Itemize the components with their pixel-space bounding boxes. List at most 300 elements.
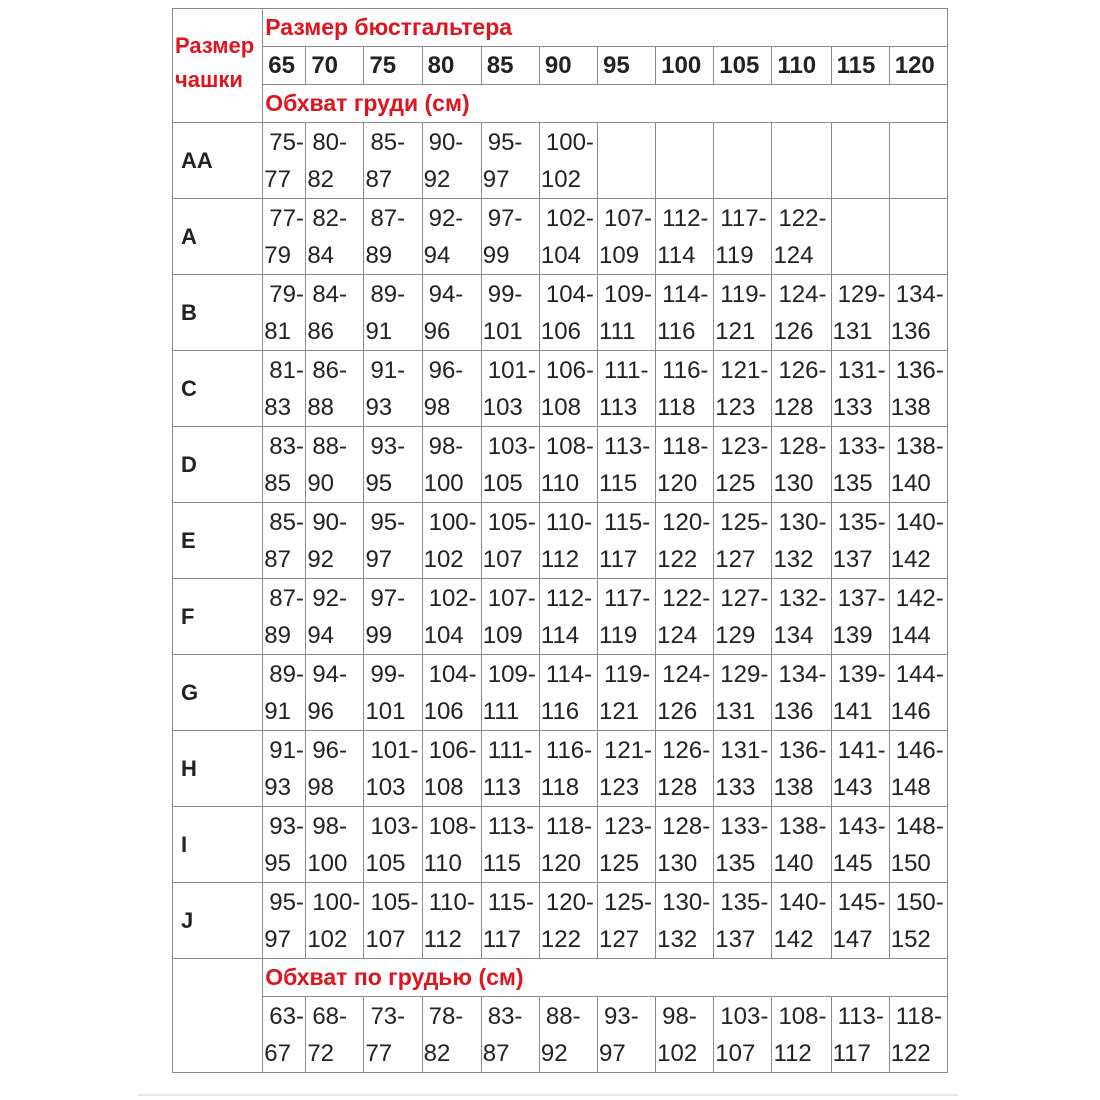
measurement-cell — [889, 655, 947, 731]
band-size-cell — [364, 47, 422, 85]
range-end: 124 — [773, 241, 814, 269]
range-start: 112- — [545, 584, 593, 612]
range-end: 115 — [599, 469, 638, 497]
measurement-cell — [656, 997, 714, 1073]
range-start: 118- — [662, 432, 709, 460]
range-end: 91 — [264, 697, 291, 725]
range-end: 131 — [715, 697, 756, 725]
range-start: 143- — [837, 812, 886, 840]
range-start: 116- — [662, 356, 709, 384]
range-start: 97- — [487, 204, 523, 232]
measurement-cell — [889, 883, 947, 959]
range-start: 100- — [312, 888, 361, 916]
range-end: 113 — [482, 773, 521, 801]
measurement-cell — [481, 199, 539, 275]
measurement-cell — [539, 655, 597, 731]
cup-size-cell — [173, 807, 263, 883]
measurement-cell — [889, 579, 947, 655]
range-end: 126 — [657, 697, 698, 725]
range-end: 128 — [773, 393, 814, 421]
range-end: 92 — [540, 1039, 568, 1067]
band-size-label: 100 — [661, 51, 702, 79]
underbust-header — [263, 959, 948, 997]
range-end: 135 — [832, 469, 873, 497]
range-end: 72 — [307, 1039, 335, 1067]
cup-size-cell — [173, 123, 263, 199]
range-start: 113- — [837, 1002, 884, 1030]
measurement-cell — [364, 351, 422, 427]
range-end: 136 — [773, 697, 814, 725]
range-start: 86- — [312, 356, 347, 384]
range-end: 135 — [715, 849, 756, 877]
measurement-cell — [306, 503, 364, 579]
measurement-cell — [539, 579, 597, 655]
range-start: 96- — [312, 736, 347, 764]
range-start: 125- — [720, 508, 769, 536]
measurement-cell — [422, 503, 481, 579]
measurement-cell — [422, 275, 481, 351]
measurement-cell — [263, 275, 306, 351]
measurement-cell — [306, 731, 364, 807]
range-end: 127 — [715, 545, 756, 573]
range-end: 142 — [890, 545, 931, 573]
cup-row — [173, 807, 948, 883]
range-start: 128- — [778, 432, 827, 460]
range-start: 79- — [269, 280, 304, 308]
range-start: 142- — [895, 584, 944, 612]
range-end: 77 — [264, 165, 291, 193]
range-end: 122 — [657, 545, 698, 573]
measurement-cell — [263, 427, 306, 503]
range-end: 91 — [365, 317, 393, 345]
range-end: 133 — [715, 773, 756, 801]
measurement-cell — [831, 579, 889, 655]
measurement-cell — [306, 123, 364, 199]
cup-size-cell — [173, 503, 263, 579]
range-start: 94- — [312, 660, 347, 688]
range-start: 118- — [545, 812, 593, 840]
measurement-cell — [656, 351, 714, 427]
range-end: 110 — [423, 849, 462, 877]
range-start: 83- — [269, 432, 304, 460]
band-size-label: 105 — [719, 51, 760, 79]
range-start: 134- — [895, 280, 944, 308]
range-end: 82 — [423, 1039, 451, 1067]
range-end: 115 — [482, 849, 521, 877]
range-start: 114- — [662, 280, 709, 308]
measurement-cell — [831, 503, 889, 579]
range-start: 88- — [312, 432, 347, 460]
measurement-cell — [714, 579, 772, 655]
measurement-cell — [656, 883, 714, 959]
range-end: 147 — [832, 925, 873, 953]
range-start: 75- — [269, 128, 304, 156]
range-start: 99- — [370, 660, 406, 688]
range-end: 114 — [540, 621, 580, 649]
range-start: 103- — [370, 812, 419, 840]
range-start: 81- — [269, 356, 304, 384]
range-start: 103- — [487, 432, 536, 460]
range-end: 102 — [307, 925, 348, 953]
range-start: 108- — [428, 812, 477, 840]
range-start: 123- — [720, 432, 769, 460]
range-start: 124- — [662, 660, 711, 688]
range-start: 102- — [428, 584, 477, 612]
range-start: 96- — [428, 356, 464, 384]
range-start: 97- — [370, 584, 406, 612]
range-end: 99 — [365, 621, 393, 649]
cup-size-cell — [173, 351, 263, 427]
range-start: 104- — [545, 280, 594, 308]
range-start: 133- — [720, 812, 769, 840]
band-size-cell — [656, 47, 714, 85]
range-end: 128 — [657, 773, 698, 801]
measurement-cell — [598, 655, 656, 731]
measurement-cell — [714, 427, 772, 503]
range-start: 93- — [604, 1002, 639, 1030]
cup-size-cell — [173, 199, 263, 275]
empty-cell — [173, 959, 263, 1073]
range-end: 146 — [890, 697, 931, 725]
measurement-cell — [714, 351, 772, 427]
measurement-cell — [598, 351, 656, 427]
underbust-header-row — [173, 959, 948, 997]
band-size-label: 90 — [544, 51, 572, 79]
range-end: 87 — [264, 545, 291, 573]
range-end: 107 — [715, 1039, 756, 1067]
range-start: 89- — [269, 660, 304, 688]
range-end: 111 — [482, 697, 520, 725]
range-end: 131 — [832, 317, 873, 345]
range-end: 124 — [657, 621, 698, 649]
range-start: 117- — [604, 584, 651, 612]
range-end: 126 — [773, 317, 814, 345]
measurement-cell — [539, 199, 597, 275]
range-start: 132- — [778, 584, 827, 612]
range-start: 87- — [269, 584, 304, 612]
range-end: 117 — [599, 545, 638, 573]
empty-cell — [889, 123, 947, 199]
range-end: 95 — [365, 469, 393, 497]
range-start: 107- — [487, 584, 536, 612]
range-start: 87- — [370, 204, 406, 232]
measurement-cell — [889, 997, 947, 1073]
measurement-cell — [656, 579, 714, 655]
range-end: 116 — [540, 697, 580, 725]
cup-row — [173, 883, 948, 959]
range-end: 152 — [890, 925, 931, 953]
range-end: 117 — [832, 1039, 871, 1067]
measurement-cell — [656, 199, 714, 275]
range-start: 140- — [778, 888, 827, 916]
measurement-cell — [364, 731, 422, 807]
measurement-cell — [481, 997, 539, 1073]
range-end: 94 — [423, 241, 451, 269]
range-end: 112 — [423, 925, 462, 953]
band-size-cell — [772, 47, 831, 85]
range-end: 127 — [599, 925, 640, 953]
bra-size-table — [172, 8, 948, 1073]
range-start: 137- — [837, 584, 886, 612]
measurement-cell — [539, 275, 597, 351]
measurement-cell — [772, 655, 831, 731]
measurement-cell — [831, 807, 889, 883]
measurement-cell — [364, 807, 422, 883]
range-start: 129- — [720, 660, 769, 688]
range-end: 89 — [365, 241, 393, 269]
range-end: 105 — [365, 849, 406, 877]
range-start: 83- — [487, 1002, 523, 1030]
range-end: 92 — [307, 545, 335, 573]
range-start: 106- — [428, 736, 477, 764]
band-size-cell — [598, 47, 656, 85]
range-end: 98 — [307, 773, 335, 801]
range-start: 121- — [720, 356, 769, 384]
measurement-cell — [714, 883, 772, 959]
range-start: 99- — [487, 280, 523, 308]
cup-row — [173, 579, 948, 655]
band-size-label: 85 — [486, 51, 514, 79]
cup-size-label: I — [181, 831, 188, 857]
measurement-cell — [422, 731, 481, 807]
measurement-cell — [263, 123, 306, 199]
range-start: 98- — [312, 812, 347, 840]
range-start: 101- — [370, 736, 419, 764]
range-end: 106 — [540, 317, 581, 345]
measurement-cell — [481, 655, 539, 731]
range-end: 79 — [264, 241, 291, 269]
range-start: 130- — [778, 508, 827, 536]
range-end: 120 — [657, 469, 698, 497]
range-end: 86 — [307, 317, 335, 345]
range-end: 137 — [715, 925, 756, 953]
range-end: 102 — [423, 545, 464, 573]
cup-size-cell — [173, 579, 263, 655]
measurement-cell — [598, 199, 656, 275]
cup-row — [173, 123, 948, 199]
empty-cell — [831, 123, 889, 199]
range-end: 140 — [890, 469, 931, 497]
cup-size-label: D — [181, 451, 197, 477]
range-end: 141 — [832, 697, 873, 725]
range-end: 67 — [264, 1039, 291, 1067]
range-end: 129 — [715, 621, 756, 649]
range-start: 82- — [312, 204, 347, 232]
measurement-cell — [714, 275, 772, 351]
range-end: 97 — [365, 545, 393, 573]
measurement-cell — [539, 351, 597, 427]
cup-size-title: Размер чашки — [175, 33, 255, 92]
range-start: 77- — [269, 204, 304, 232]
measurement-cell — [364, 579, 422, 655]
band-size-title: Размер бюстгальтера — [265, 14, 513, 40]
range-start: 107- — [604, 204, 653, 232]
range-end: 95 — [264, 849, 291, 877]
range-end: 121 — [599, 697, 640, 725]
range-start: 100- — [545, 128, 594, 156]
range-start: 85- — [269, 508, 304, 536]
empty-cell — [772, 123, 831, 199]
measurement-cell — [539, 731, 597, 807]
measurement-cell — [422, 883, 481, 959]
cup-size-label: C — [181, 375, 197, 401]
band-size-label: 95 — [603, 51, 630, 79]
range-end: 140 — [773, 849, 814, 877]
range-end: 132 — [657, 925, 698, 953]
measurement-cell — [306, 883, 364, 959]
range-end: 100 — [423, 469, 464, 497]
range-start: 141- — [837, 736, 886, 764]
measurement-cell — [772, 275, 831, 351]
range-start: 63- — [269, 1002, 304, 1030]
empty-cell — [889, 199, 947, 275]
cup-row — [173, 427, 948, 503]
empty-cell — [831, 199, 889, 275]
range-start: 110- — [428, 888, 475, 916]
range-start: 127- — [720, 584, 769, 612]
range-start: 116- — [545, 736, 593, 764]
cup-size-label: E — [181, 527, 196, 553]
range-end: 116 — [657, 317, 696, 345]
range-end: 87 — [365, 165, 393, 193]
measurement-cell — [598, 503, 656, 579]
measurement-cell — [772, 579, 831, 655]
band-size-cell — [889, 47, 947, 85]
bust-circumference-title: Обхват груди (см) — [265, 90, 470, 116]
range-end: 101 — [482, 317, 523, 345]
band-size-cell — [422, 47, 481, 85]
measurement-cell — [306, 275, 364, 351]
band-sizes-row — [173, 47, 948, 85]
range-start: 140- — [895, 508, 944, 536]
underbust-title: Обхват по грудью (см) — [265, 964, 524, 990]
range-end: 145 — [832, 849, 873, 877]
range-end: 148 — [890, 773, 931, 801]
measurement-cell — [831, 883, 889, 959]
range-start: 103- — [720, 1002, 769, 1030]
measurement-cell — [656, 655, 714, 731]
range-start: 138- — [895, 432, 944, 460]
range-start: 119- — [604, 660, 651, 688]
measurement-cell — [481, 123, 539, 199]
measurement-cell — [889, 427, 947, 503]
range-end: 132 — [773, 545, 814, 573]
range-end: 123 — [715, 393, 756, 421]
range-start: 85- — [370, 128, 406, 156]
range-start: 90- — [428, 128, 464, 156]
range-end: 96 — [307, 697, 335, 725]
range-end: 139 — [832, 621, 873, 649]
range-start: 139- — [837, 660, 886, 688]
measurement-cell — [364, 123, 422, 199]
cup-size-label: G — [181, 679, 199, 705]
range-end: 150 — [890, 849, 931, 877]
measurement-cell — [481, 883, 539, 959]
range-start: 138- — [778, 812, 827, 840]
range-end: 83 — [264, 393, 291, 421]
measurement-cell — [714, 807, 772, 883]
band-size-label: 65 — [268, 51, 295, 79]
measurement-cell — [481, 351, 539, 427]
measurement-cell — [831, 275, 889, 351]
measurement-cell — [422, 655, 481, 731]
range-end: 125 — [599, 849, 640, 877]
measurement-cell — [306, 351, 364, 427]
range-start: 113- — [487, 812, 534, 840]
range-end: 118 — [657, 393, 696, 421]
measurement-cell — [772, 731, 831, 807]
range-start: 115- — [604, 508, 651, 536]
range-end: 125 — [715, 469, 756, 497]
measurement-cell — [263, 807, 306, 883]
range-start: 123- — [604, 812, 653, 840]
range-start: 105- — [487, 508, 536, 536]
range-end: 103 — [482, 393, 523, 421]
measurement-cell — [598, 275, 656, 351]
range-start: 133- — [837, 432, 886, 460]
empty-cell — [598, 123, 656, 199]
range-start: 113- — [604, 432, 651, 460]
range-end: 104 — [540, 241, 581, 269]
range-end: 108 — [540, 393, 581, 421]
range-start: 98- — [662, 1002, 697, 1030]
measurement-cell — [714, 199, 772, 275]
band-size-label: 75 — [369, 51, 397, 79]
range-end: 102 — [540, 165, 581, 193]
measurement-cell — [422, 351, 481, 427]
cup-size-label: AA — [181, 147, 213, 173]
range-start: 145- — [837, 888, 886, 916]
range-start: 102- — [545, 204, 594, 232]
range-end: 137 — [832, 545, 873, 573]
cup-size-label: H — [181, 755, 197, 781]
measurement-cell — [656, 275, 714, 351]
band-size-label: 115 — [836, 51, 876, 79]
range-end: 99 — [482, 241, 510, 269]
band-size-header — [263, 9, 948, 47]
measurement-cell — [364, 883, 422, 959]
range-end: 123 — [599, 773, 640, 801]
measurement-cell — [422, 579, 481, 655]
measurement-cell — [714, 997, 772, 1073]
measurement-cell — [306, 199, 364, 275]
range-start: 92- — [428, 204, 464, 232]
measurement-cell — [364, 503, 422, 579]
range-start: 114- — [545, 660, 593, 688]
range-start: 95- — [370, 508, 406, 536]
range-end: 106 — [423, 697, 464, 725]
range-end: 87 — [482, 1039, 510, 1067]
measurement-cell — [889, 275, 947, 351]
band-size-label: 120 — [894, 51, 935, 79]
range-end: 120 — [540, 849, 581, 877]
range-start: 124- — [778, 280, 827, 308]
range-start: 126- — [662, 736, 711, 764]
measurement-cell — [539, 807, 597, 883]
range-end: 104 — [423, 621, 464, 649]
range-start: 118- — [895, 1002, 942, 1030]
band-size-cell — [539, 47, 597, 85]
range-end: 133 — [832, 393, 873, 421]
range-start: 109- — [487, 660, 536, 688]
range-start: 135- — [720, 888, 769, 916]
measurement-cell — [364, 427, 422, 503]
cup-size-cell — [173, 427, 263, 503]
range-end: 134 — [773, 621, 814, 649]
measurement-cell — [422, 997, 481, 1073]
range-start: 80- — [312, 128, 347, 156]
range-start: 68- — [312, 1002, 347, 1030]
